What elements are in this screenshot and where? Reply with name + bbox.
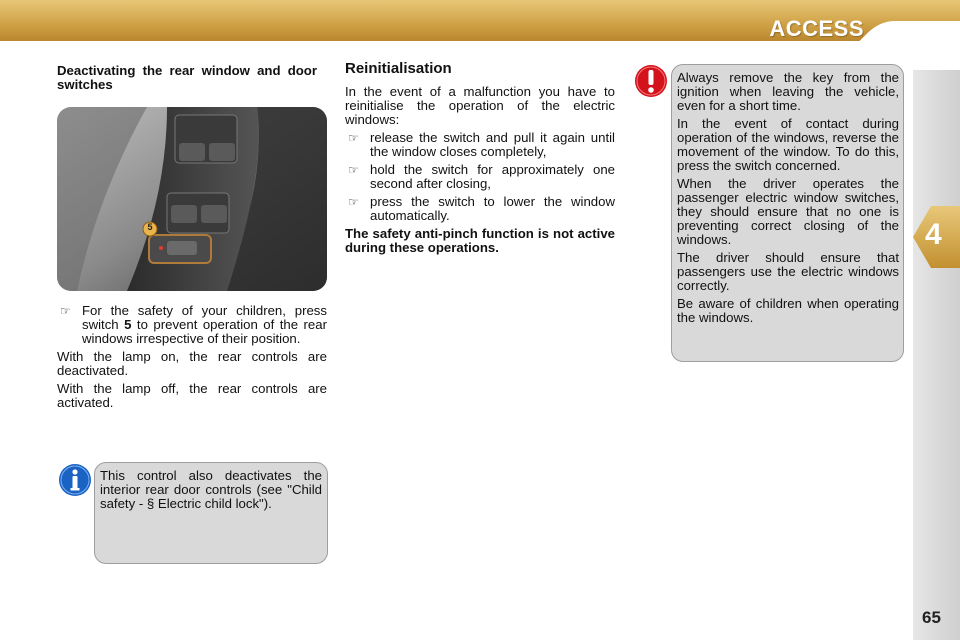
left-bullet-text-end: to prevent operation of the rear windows irrespective of their position.: [82, 317, 327, 346]
left-heading: Deactivating the rear window and door switches: [57, 63, 317, 92]
left-heading-block: [57, 64, 317, 92]
left-bullet-text: For the safety of your children, press switch: [82, 303, 327, 332]
middle-bullet-text: release the switch and pull it again until the window closes completely,: [370, 130, 615, 159]
photo-callout: 5: [147, 222, 153, 232]
pointing-hand-icon: ☞: [348, 195, 359, 209]
middle-intro: In the event of a malfunction you have to reinitialise the operation of the electric windows:: [345, 84, 615, 127]
info-icon: [58, 463, 92, 497]
section-title: Reinitialisation: [345, 60, 452, 77]
page-number: 65: [922, 608, 941, 627]
warning-text: [677, 71, 899, 329]
pointing-hand-icon: ☞: [348, 131, 359, 145]
left-para-lamp-off: With the lamp off, the rear controls are activated.: [57, 381, 327, 410]
left-body: [57, 304, 327, 414]
left-bullet: [57, 304, 327, 346]
info-text: This control also deactivates the interior rear door controls (see "Child safety - § Electric child lock").: [100, 468, 322, 511]
chapter-title: ACCESS: [769, 16, 864, 41]
anti-pinch-warning: The safety anti-pinch function is not active during these operations.: [345, 226, 615, 255]
warning-icon: [634, 64, 668, 98]
switch-photo: [57, 107, 327, 291]
warning-paragraph: The driver should ensure that passengers use the electric windows correctly.: [677, 250, 899, 293]
warning-paragraph: When the driver operates the passenger electric window switches, they should ensure that no one is preventing correct closing of the windows.: [677, 176, 899, 247]
pointing-hand-icon: ☞: [348, 163, 359, 177]
warning-paragraph: Be aware of children when operating the windows.: [677, 296, 899, 325]
middle-bullet: [345, 163, 615, 191]
middle-bullet: [345, 131, 615, 159]
chapter-number: 4: [925, 218, 942, 251]
middle-bullet-text: hold the switch for approximately one second after closing,: [370, 162, 615, 191]
switch-photo-illustration: [57, 107, 327, 291]
switch-number: 5: [124, 317, 132, 332]
pointing-hand-icon: ☞: [60, 304, 71, 318]
side-strip: [913, 70, 960, 640]
info-box: [94, 462, 328, 564]
middle-bullet-text: press the switch to lower the window automatically.: [370, 194, 615, 223]
warning-box: [671, 64, 904, 362]
warning-paragraph: Always remove the key from the ignition when leaving the vehicle, even for a short time.: [677, 70, 899, 113]
middle-bullet: [345, 195, 615, 223]
warning-paragraph: In the event of contact during operation of the windows, reverse the movement of the window. To do this, press the switch concerned.: [677, 116, 899, 173]
left-para-lamp-on: With the lamp on, the rear controls are deactivated.: [57, 349, 327, 378]
middle-column: [345, 62, 615, 255]
